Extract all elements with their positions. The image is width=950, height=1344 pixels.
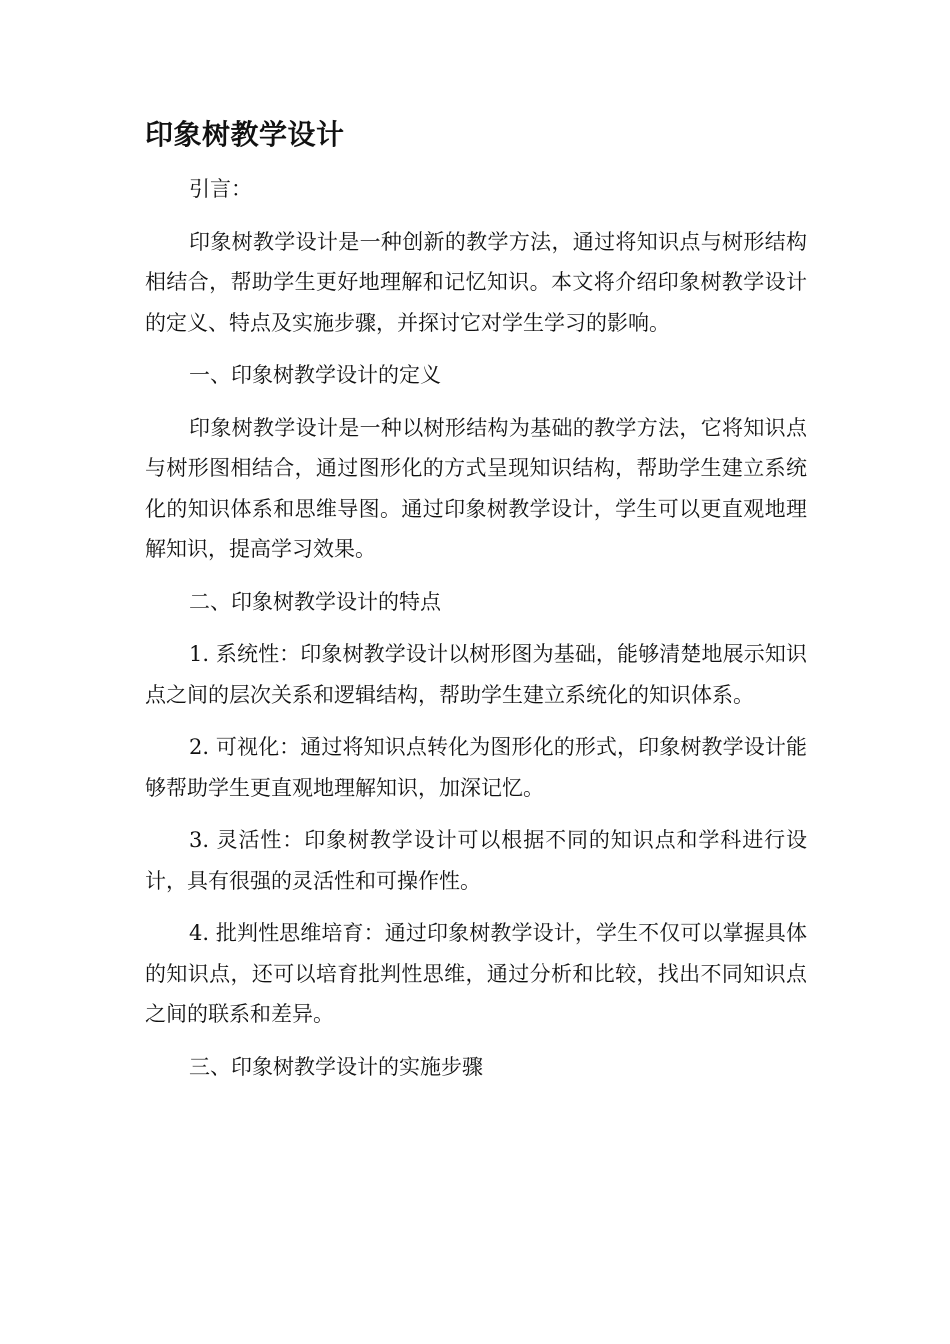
document-title: 印象树教学设计 bbox=[145, 118, 345, 151]
feature-item-flexible: 3. 灵活性：印象树教学设计可以根据不同的知识点和学科进行设计，具有很强的灵活性和可操作性。 bbox=[145, 828, 807, 893]
section-heading-features: 二、印象树教学设计的特点 bbox=[189, 589, 441, 614]
feature-item-visual: 2. 可视化：通过将知识点转化为图形化的形式，印象树教学设计能够帮助学生更直观地理解知识，加深记忆。 bbox=[145, 735, 807, 800]
intro-paragraph: 印象树教学设计是一种创新的教学方法，通过将知识点与树形结构相结合，帮助学生更好地理解和记忆知识。本文将介绍印象树教学设计的定义、特点及实施步骤，并探讨它对学生学习的影响。 bbox=[145, 229, 807, 335]
intro-label: 引言： bbox=[189, 177, 252, 201]
document-body bbox=[145, 113, 807, 1087]
feature-item-critical-thinking: 4. 批判性思维培育：通过印象树教学设计，学生不仅可以掌握具体的知识点，还可以培育批判性思维，通过分析和比较，找出不同知识点之间的联系和差异。 bbox=[145, 921, 807, 1026]
feature-item-systematic: 1. 系统性：印象树教学设计以树形图为基础，能够清楚地展示知识点之间的层次关系和逻辑结构，帮助学生建立系统化的知识体系。 bbox=[145, 642, 807, 707]
section-heading-steps: 三、印象树教学设计的实施步骤 bbox=[189, 1054, 483, 1079]
section-heading-definition: 一、印象树教学设计的定义 bbox=[189, 363, 441, 387]
definition-paragraph: 印象树教学设计是一种以树形结构为基础的教学方法，它将知识点与树形图相结合，通过图形化的方式呈现知识结构，帮助学生建立系统化的知识体系和思维导图。通过印象树教学设计，学生可以更直观地理解知识，提高学习效果。 bbox=[145, 415, 807, 561]
